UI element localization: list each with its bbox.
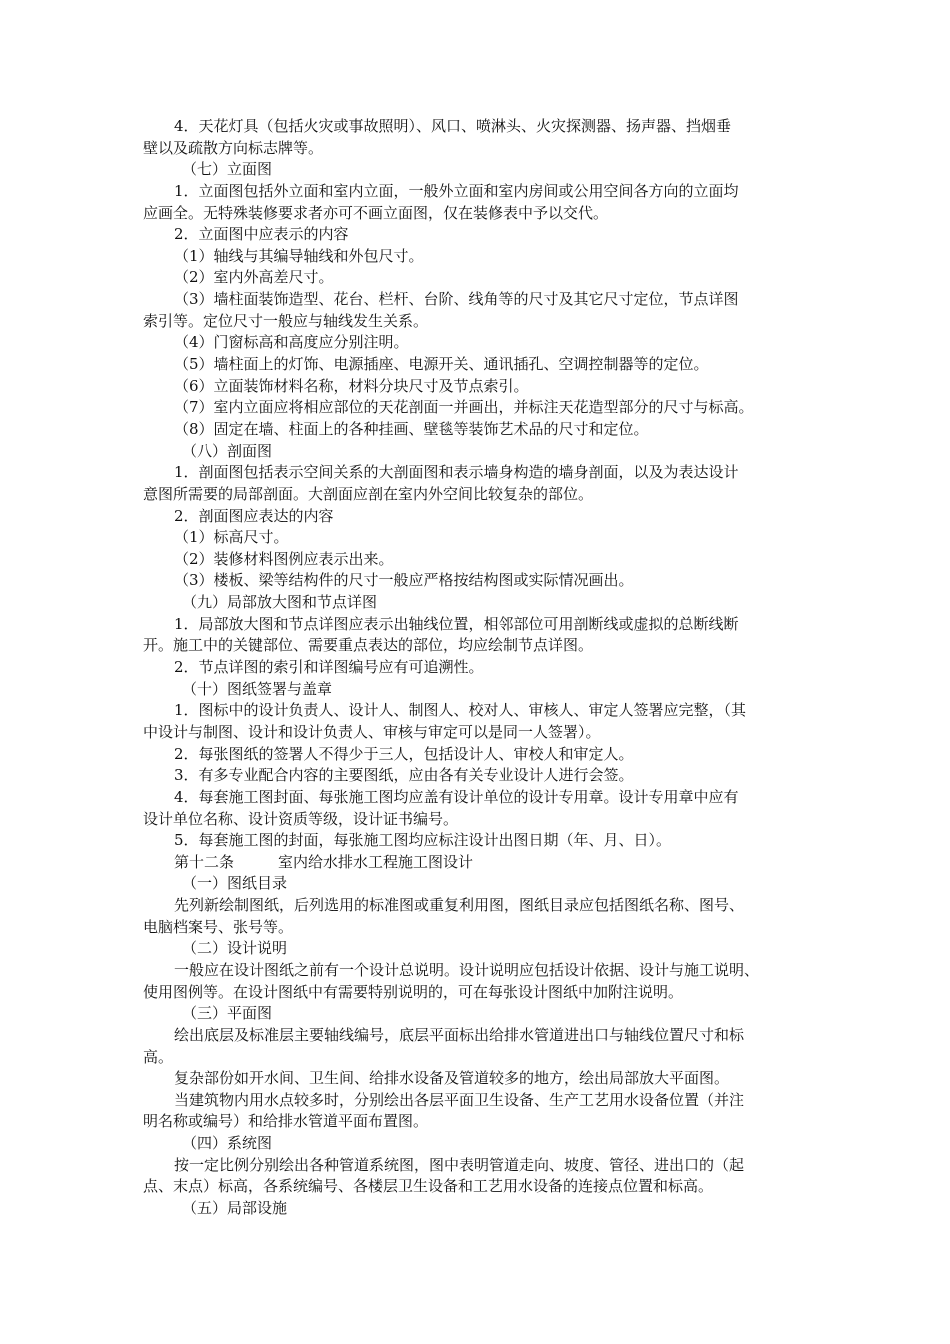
section-heading: （七）立面图 [182,160,273,179]
text-line: （3）墙柱面装饰造型、花台、栏杆、台阶、线角等的尺寸及其它尺寸定位，节点详图 [174,290,739,309]
text-line: 1．立面图包括外立面和室内立面，一般外立面和室内房间或公用空间各方向的立面均 [174,181,739,200]
article-heading: 第十二条 室内给水排水工程施工图设计 [174,852,474,871]
text-line: 2．节点详图的索引和详图编号应有可追溯性。 [174,658,484,677]
text-line: 设计单位名称、设计资质等级，设计证书编号。 [143,809,459,828]
text-line: （2）室内外高差尺寸。 [174,268,334,287]
text-line: 当建筑物内用水点较多时，分别绘出各层平面卫生设备、生产工艺用水设备位置（并注 [174,1090,745,1109]
text-line: （4）门窗标高和高度应分别注明。 [174,333,409,352]
text-line: 索引等。定位尺寸一般应与轴线发生关系。 [143,311,429,330]
text-line: 复杂部份如开水间、卫生间、给排水设备及管道较多的地方，绘出局部放大平面图。 [174,1069,730,1088]
section-heading: （三）平面图 [182,1004,273,1023]
text-line: （8）固定在墙、柱面上的各种挂画、壁毯等装饰艺术品的尺寸和定位。 [174,419,649,438]
text-line: 1．局部放大图和节点详图应表示出轴线位置，相邻部位可用剖断线或虚拟的总断线断 [174,614,739,633]
section-heading: （八）剖面图 [182,441,273,460]
section-heading: （十）图纸签署与盖章 [182,679,333,698]
text-line: 使用图例等。在设计图纸中有需要特别说明的，可在每张设计图纸中加附注说明。 [143,982,684,1001]
text-line: （2）装修材料图例应表示出来。 [174,549,394,568]
text-line: 5．每套施工图的封面，每张施工图均应标注设计出图日期（年、月、日）。 [174,831,672,850]
text-line: （5）墙柱面上的灯饰、电源插座、电源开关、通讯插孔、空调控制器等的定位。 [174,355,709,374]
section-heading: （五）局部设施 [182,1199,288,1218]
text-line: 意图所需要的局部剖面。大剖面应剖在室内外空间比较复杂的部位。 [143,484,594,503]
text-line: 2．立面图中应表示的内容 [174,225,349,244]
text-line: （6）立面装饰材料名称，材料分块尺寸及节点索引。 [174,376,529,395]
text-line: 点、末点）标高，各系统编号、各楼层卫生设备和工艺用水设备的连接点位置和标高。 [143,1177,714,1196]
text-line: （1）轴线与其编导轴线和外包尺寸。 [174,246,424,265]
text-line: 绘出底层及标准层主要轴线编号，底层平面标出给排水管道进出口与轴线位置尺寸和标 [174,1025,745,1044]
text-line: 中设计与制图、设计和设计负责人、审核与审定可以是同一人签署）。 [143,722,601,741]
section-heading: （九）局部放大图和节点详图 [182,593,378,612]
text-line: 4．每套施工图封面、每张施工图均应盖有设计单位的设计专用章。设计专用章中应有 [174,787,739,806]
text-line: （3）楼板、梁等结构件的尺寸一般应严格按结构图或实际情况画出。 [174,571,634,590]
section-heading: （一）图纸目录 [182,874,288,893]
text-line: 2．剖面图应表达的内容 [174,506,334,525]
text-line: 开。施工中的关键部位、需要重点表达的部位，均应绘制节点详图。 [143,636,594,655]
text-line: 高。 [143,1047,174,1066]
text-line: 按一定比例分别绘出各种管道系统图，图中表明管道走向、坡度、管径、进出口的（起 [174,1155,745,1174]
text-line: （7）室内立面应将相应部位的天花剖面一并画出，并标注天花造型部分的尺寸与标高。 [174,398,754,417]
text-line: （1）标高尺寸。 [174,528,289,547]
section-heading: （二）设计说明 [182,939,288,958]
section-heading: （四）系统图 [182,1134,273,1153]
text-line: 4．天花灯具（包括火灾或事故照明）、风口、喷淋头、火灾探测器、扬声器、挡烟垂 [174,117,732,135]
text-line: 壁以及疏散方向标志牌等。 [143,138,324,157]
text-line: 3．有多专业配合内容的主要图纸，应由各有关专业设计人进行会签。 [174,766,634,785]
text-line: 应画全。无特殊装修要求者亦可不画立面图，仅在装修表中予以交代。 [143,203,609,222]
text-line: 1．图标中的设计负责人、设计人、制图人、校对人、审核人、审定人签署应完整，（其 [174,701,747,720]
text-line: 先列新绘制图纸，后列选用的标准图或重复利用图，图纸目录应包括图纸名称、图号、 [174,896,745,915]
text-line: 电脑档案号、张号等。 [143,917,294,936]
text-line: 明名称或编号）和给排水管道平面布置图。 [143,1112,429,1131]
text-line: 1．剖面图包括表示空间关系的大剖面图和表示墙身构造的墙身剖面，以及为表达设计 [174,463,739,482]
document-page [0,116,950,1220]
text-line: 一般应在设计图纸之前有一个设计总说明。设计说明应包括设计依据、设计与施工说明、 [174,960,760,979]
text-line: 2．每张图纸的签署人不得少于三人，包括设计人、审校人和审定人。 [174,744,634,763]
